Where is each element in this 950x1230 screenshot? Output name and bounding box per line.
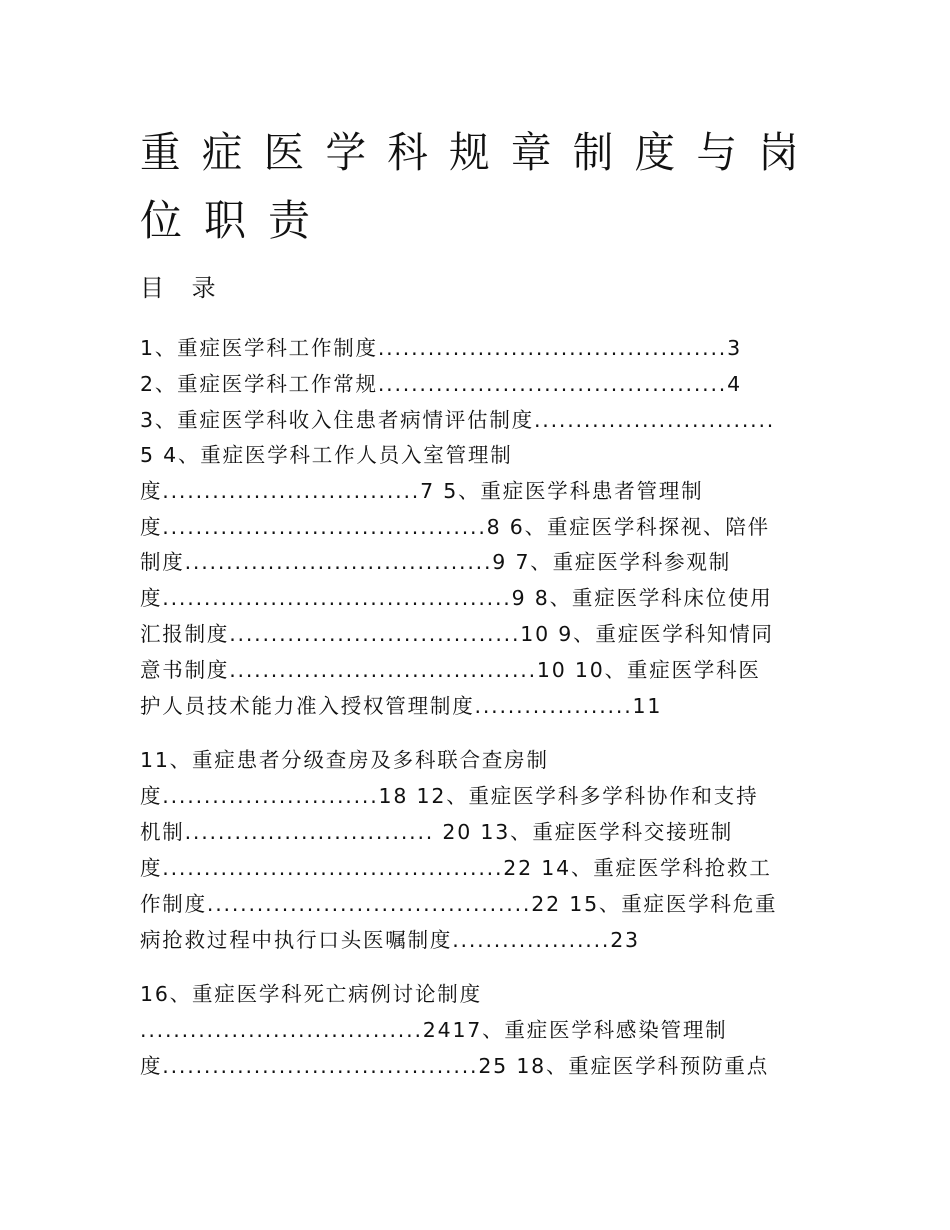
- toc-line: 11、重症患者分级查房及多科联合查房制: [140, 748, 549, 772]
- toc-line: 病抢救过程中执行口头医嘱制度...................23: [140, 928, 640, 952]
- toc-line: 度...............................7 5、重症医学科患者管理制: [140, 479, 704, 503]
- document-page: [140, 0, 820, 1230]
- toc-line: 3、重症医学科收入住患者病情评估制度.............................: [140, 408, 776, 432]
- toc-line: 1、重症医学科工作制度..........................................3: [140, 336, 742, 360]
- document-title-line-1: 重症医学科规章制度与岗: [140, 128, 821, 177]
- toc-line: 度.........................................22 14、重症医学科抢救工: [140, 856, 772, 880]
- document-title-line-2: 位职责: [140, 196, 333, 245]
- toc-line: 度..........................18 12、重症医学科多学科协作和支持: [140, 784, 759, 808]
- toc-line: 度......................................25 18、重症医学科预防重点: [140, 1054, 770, 1078]
- toc-line: 5 4、重症医学科工作人员入室管理制: [140, 443, 513, 467]
- toc-line: 度..........................................9 8、重症医学科床位使用: [140, 586, 773, 610]
- toc-line: 度.......................................8 6、重症医学科探视、陪伴: [140, 515, 770, 539]
- toc-line: 2、重症医学科工作常规..........................................4: [140, 372, 742, 396]
- toc-line: 作制度.......................................22 15、重症医学科危重: [140, 892, 778, 916]
- toc-line: 16、重症医学科死亡病例讨论制度: [140, 982, 482, 1006]
- toc-line: 意书制度.....................................10 10、重症医学科医: [140, 658, 761, 682]
- toc-heading: 目 录: [140, 274, 226, 302]
- toc-line: 汇报制度...................................10 9、重症医学科知情同: [140, 622, 774, 646]
- toc-line: 制度.....................................9 7、重症医学科参观制: [140, 550, 732, 574]
- toc-line: ..................................2417、重症医学科感染管理制: [140, 1018, 728, 1042]
- toc-line: 机制.............................. 20 13、重症医学科交接班制: [140, 820, 734, 844]
- toc-line: 护人员技术能力准入授权管理制度...................11: [140, 694, 663, 718]
